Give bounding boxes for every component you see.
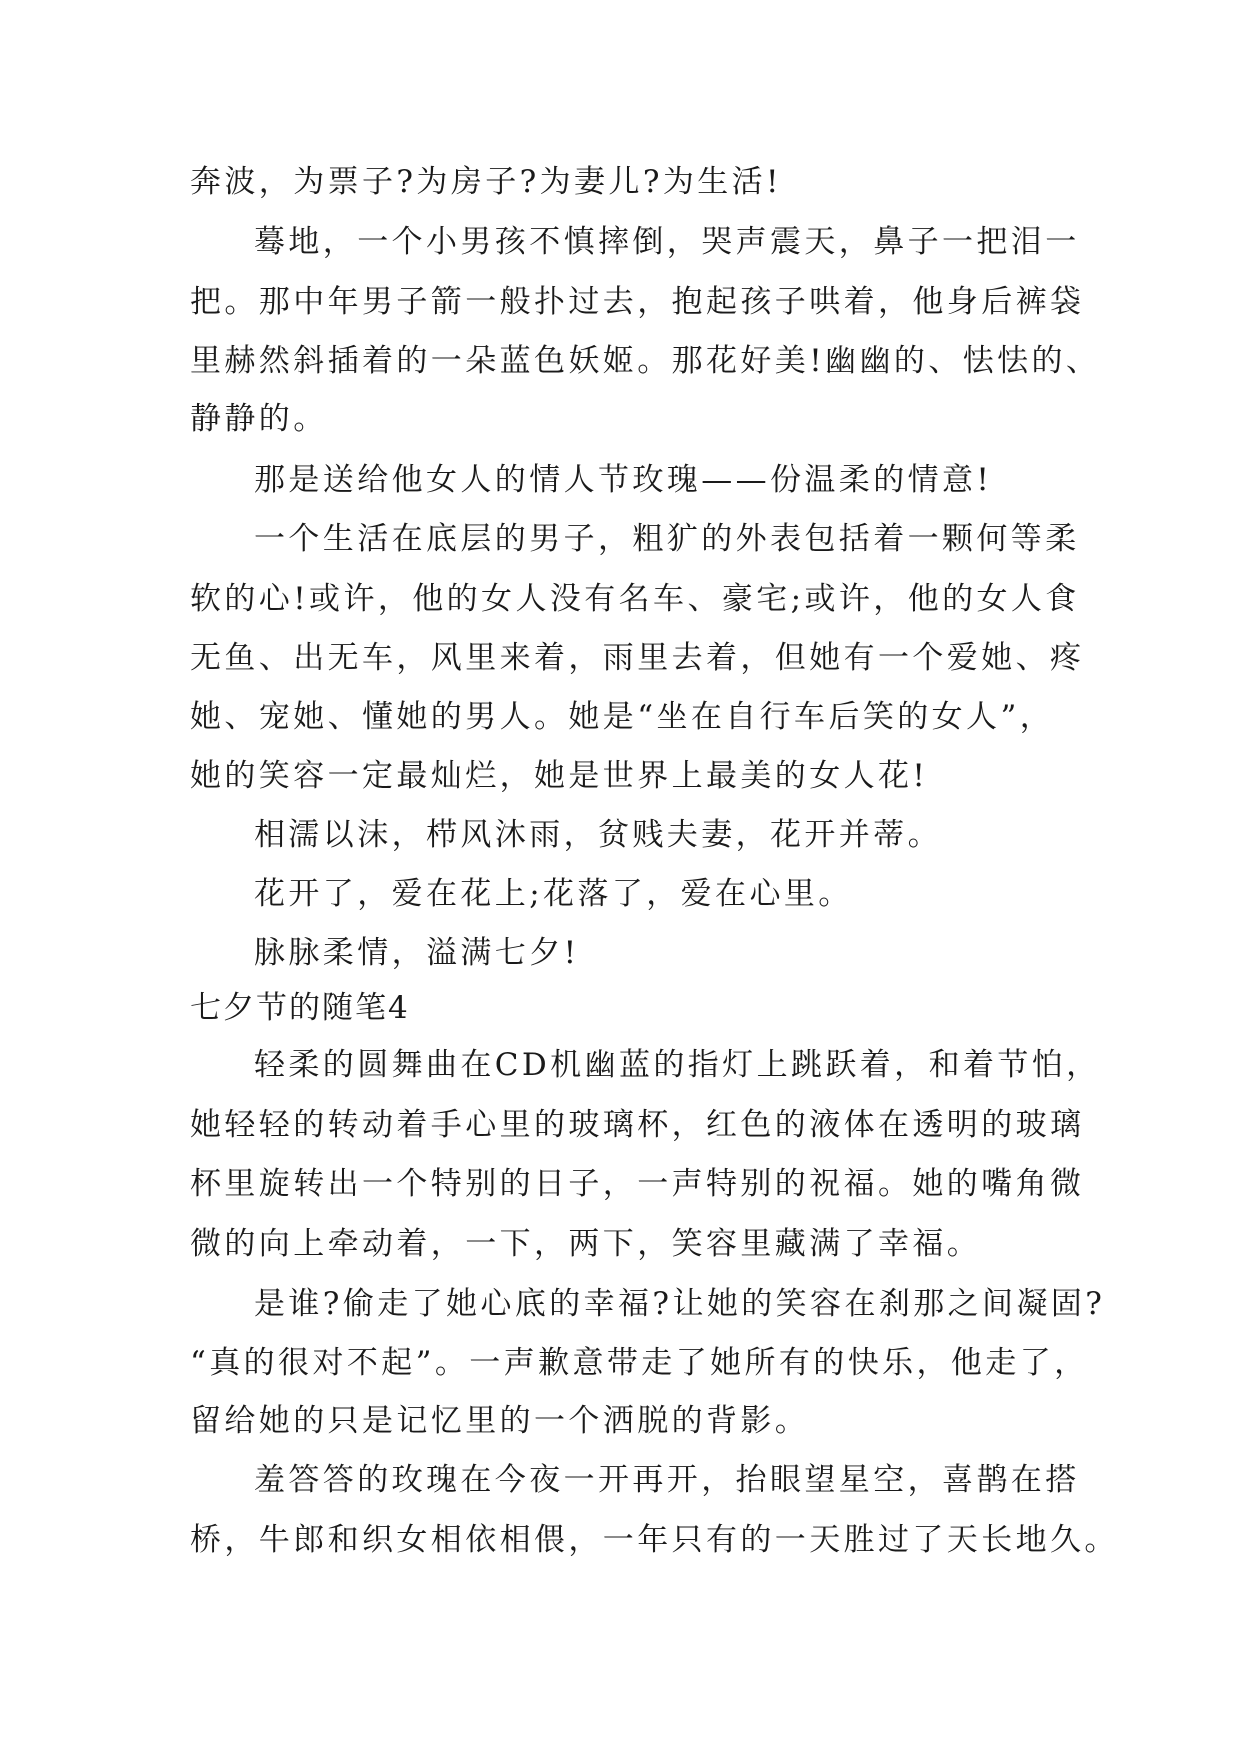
text-line: 那是送给他女人的情人节玫瑰——份温柔的情意! xyxy=(254,462,993,498)
text-line: 把。那中年男子箭一般扑过去，抱起孩子哄着，他身后裤袋 xyxy=(190,284,1085,320)
text-line: 蓦地，一个小男孩不慎摔倒，哭声震天，鼻子一把泪一 xyxy=(254,224,1080,260)
text-line: 轻柔的圆舞曲在CD机幽蓝的指灯上跳跃着，和着节怕， xyxy=(254,1047,1101,1083)
text-line: 杯里旋转出一个特别的日子，一声特别的祝福。她的嘴角微 xyxy=(190,1166,1085,1202)
text-line: 羞答答的玫瑰在今夜一开再开，抬眼望星空，喜鹊在搭 xyxy=(254,1462,1080,1498)
text-line: 微的向上牵动着，一下，两下，笑容里藏满了幸福。 xyxy=(190,1226,982,1262)
text-line: 一个生活在底层的男子，粗犷的外表包括着一颗何等柔 xyxy=(254,521,1080,557)
text-line: 桥，牛郎和织女相依相偎，一年只有的一天胜过了天长地久。 xyxy=(190,1522,1119,1558)
text-line: 相濡以沫，栉风沐雨，贫贱夫妻，花开并蒂。 xyxy=(254,817,942,853)
text-line: 软的心!或许，他的女人没有名车、豪宅;或许，他的女人食 xyxy=(190,581,1080,617)
text-line: 花开了，爱在花上;花落了，爱在心里。 xyxy=(254,876,853,912)
text-line: 她轻轻的转动着手心里的玻璃杯，红色的液体在透明的玻璃 xyxy=(190,1107,1085,1143)
section-heading: 七夕节的随笔4 xyxy=(190,990,410,1026)
text-line: 留给她的只是记忆里的一个洒脱的背影。 xyxy=(190,1403,810,1439)
text-line: 她、宠她、懂她的男人。她是“坐在自行车后笑的女人”， xyxy=(190,699,1055,735)
text-line: “真的很对不起”。一声歉意带走了她所有的快乐，他走了， xyxy=(190,1345,1089,1381)
text-line: 奔波，为票子?为房子?为妻儿?为生活! xyxy=(190,164,782,200)
text-line: 她的笑容一定最灿烂，她是世界上最美的女人花! xyxy=(190,758,929,794)
text-line: 里赫然斜插着的一朵蓝色妖姬。那花好美!幽幽的、怯怯的、 xyxy=(190,343,1101,379)
text-line: 是谁?偷走了她心底的幸福?让她的笑容在刹那之间凝固? xyxy=(254,1286,1106,1322)
text-line: 无鱼、出无车，风里来着，雨里去着，但她有一个爱她、疼 xyxy=(190,640,1085,676)
text-line: 静静的。 xyxy=(190,401,328,437)
text-line: 脉脉柔情，溢满七夕! xyxy=(254,935,580,971)
